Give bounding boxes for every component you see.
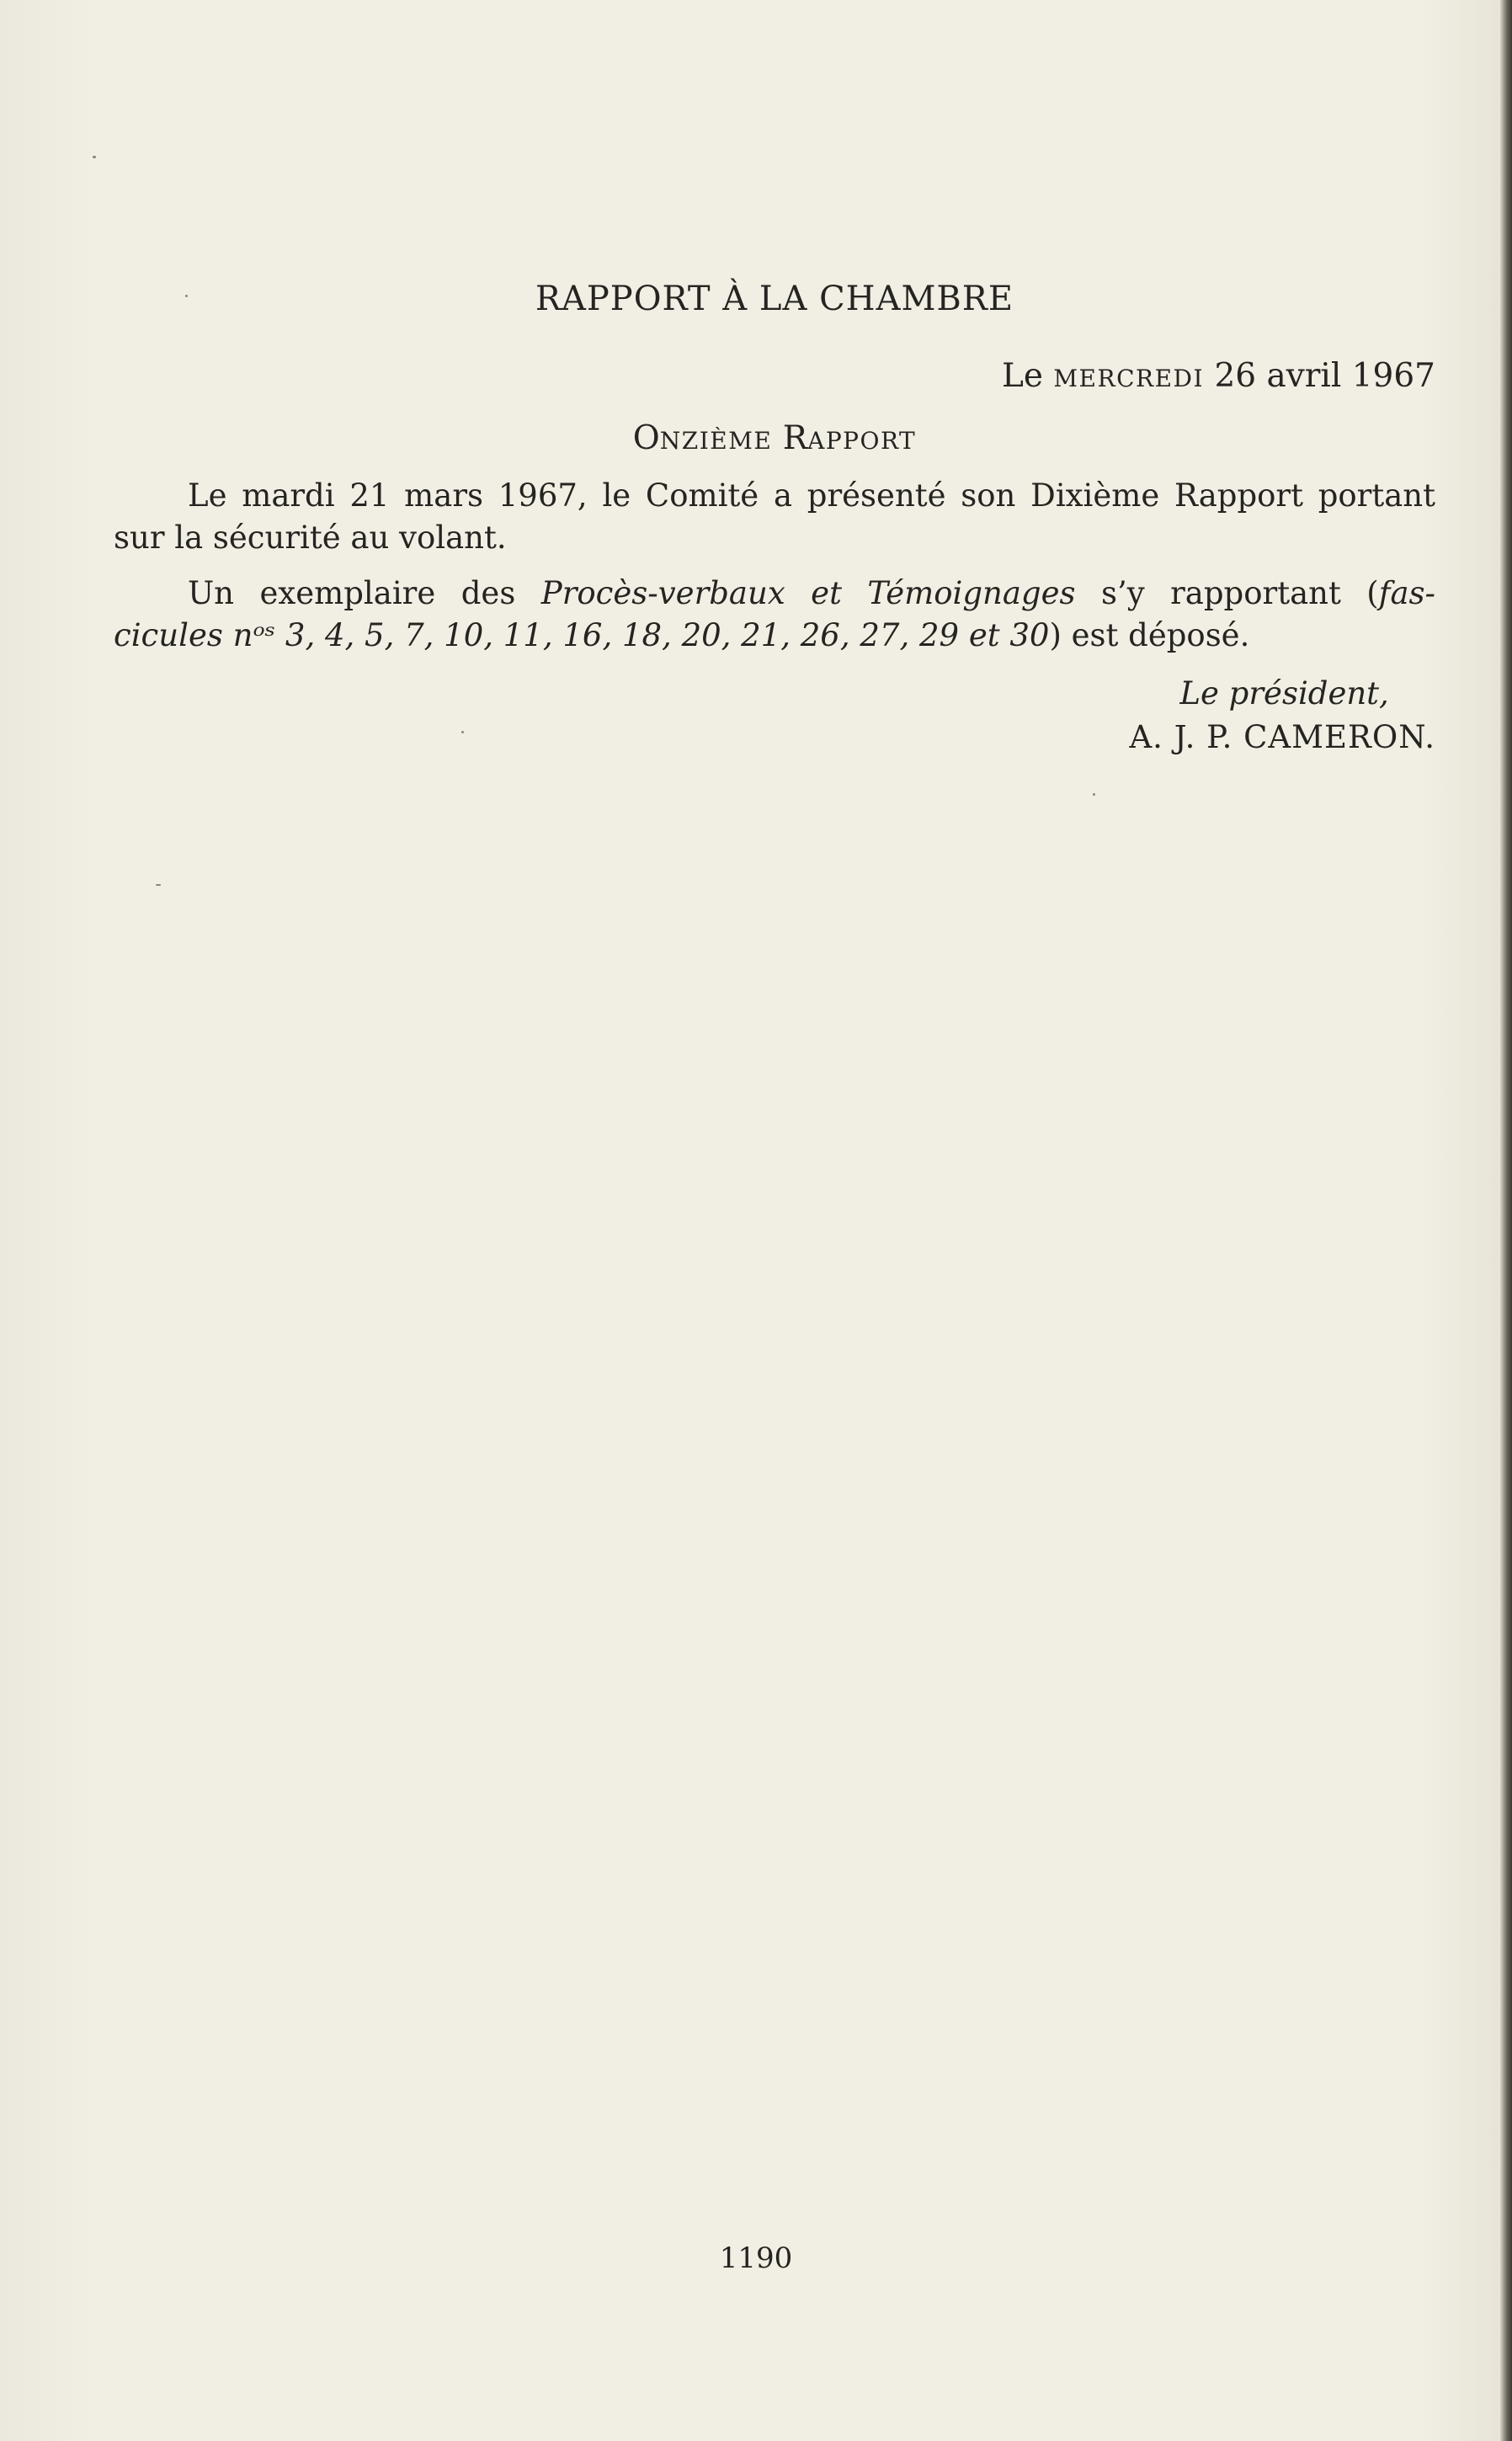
speck (1093, 793, 1095, 796)
subtitle-second (783, 419, 917, 457)
report-subtitle (114, 419, 1435, 457)
issue-numbers: cicules nᵒˢ 3, 4, 5, 7, 10, 11, 16, 18, 20, 21, 26, 27, 29 et 30 (114, 617, 1050, 653)
paragraph-1 (114, 475, 1435, 559)
paragraph-1-line-1: Le mardi 21 mars 1967, le Comité a présenté son Dixième Rapport portant (188, 477, 1435, 514)
page-spine-edge (1500, 0, 1512, 2441)
date-prefix: Le (1002, 357, 1054, 395)
date-rest: 26 avril 1967 (1204, 357, 1435, 395)
signature-name: A. J. P. CAMERON. (1129, 719, 1435, 755)
paragraph-1-line-2: sur la sécurité au volant. (114, 520, 507, 556)
speck (93, 156, 96, 158)
report-date (1002, 357, 1435, 395)
paragraph-2-text-end: ) est déposé. (1049, 617, 1250, 653)
paragraph-2-line-2 (114, 615, 1435, 657)
proceedings-title: Procès-verbaux et Témoignages (540, 575, 1076, 611)
speck (461, 731, 464, 733)
page-number: 1190 (719, 2241, 793, 2275)
signature-role: Le président, (1179, 675, 1389, 712)
date-day: MERCREDI (1053, 365, 1205, 392)
paragraph-2-text-d: fas- (1378, 575, 1435, 611)
subtitle-first-text: ONZIÈME (632, 419, 773, 457)
paragraph-2-line-1 (114, 573, 1435, 615)
paragraph-2 (114, 573, 1435, 657)
signature-block (1129, 672, 1435, 759)
speck (156, 884, 161, 886)
report-title: RAPPORT À LA CHAMBRE (535, 280, 1014, 318)
subtitle-second-text: RAPPORT (782, 419, 917, 457)
subtitle-first (633, 419, 773, 457)
paragraph-2-text-c: s’y rapportant ( (1075, 575, 1379, 611)
paragraph-2-text-a: Un exemplaire des (188, 575, 541, 611)
